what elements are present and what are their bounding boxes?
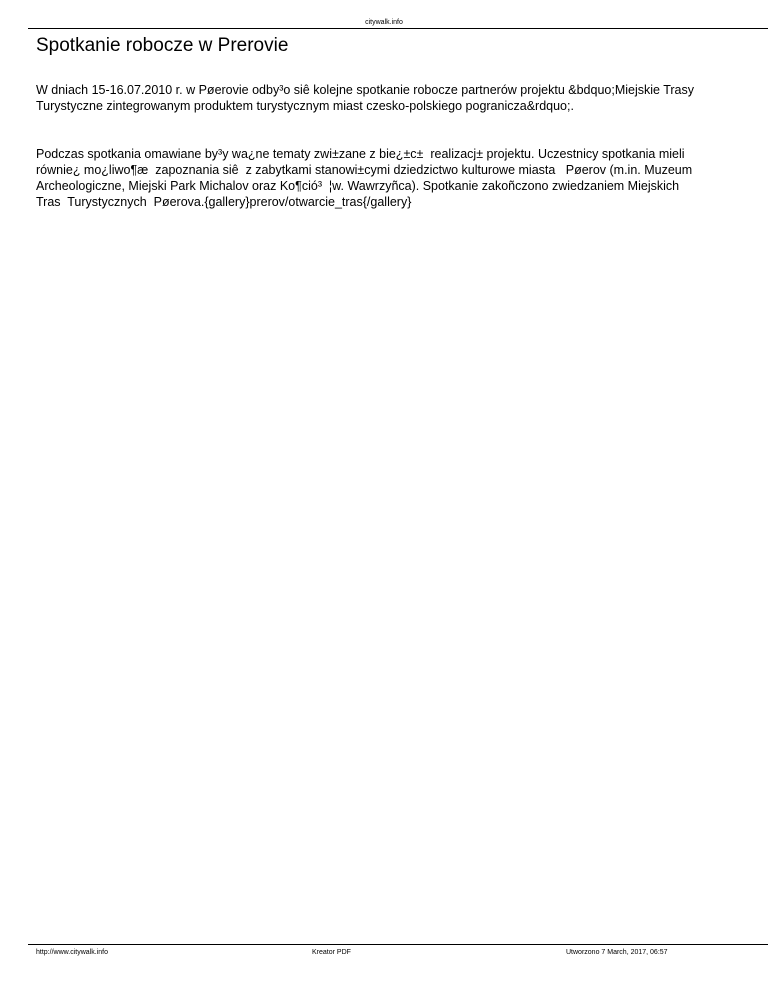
paragraph-line: Archeologiczne, Miejski Park Michalov oraz Ko¶ció³ ¦w. Wawrzyñca). Spotkanie zakoñczono zwiedzaniem Miejskich (36, 179, 680, 193)
article-paragraph-2 (36, 146, 736, 210)
footer-divider (28, 944, 768, 945)
article-paragraph-1 (36, 82, 736, 114)
paragraph-line: W dniach 15-16.07.2010 r. w Pøerovie odby³o siê kolejne spotkanie robocze partnerów projektu &bdquo;Miejskie Trasy (36, 83, 694, 97)
paragraph-line: Podczas spotkania omawiane by³y wa¿ne tematy zwi±zane z bie¿±c± realizacj± projektu. Uczestnicy spotkania mieli (36, 147, 685, 161)
footer-generator: Kreator PDF (312, 949, 351, 956)
paragraph-line: Turystyczne zintegrowanym produktem turystycznym miast czesko-polskiego pogranicza&rdquo;. (36, 99, 574, 113)
footer-created-date: Utworzono 7 March, 2017, 06:57 (566, 949, 668, 956)
paragraph-line: równie¿ mo¿liwo¶æ zapoznania siê z zabytkami stanowi±cymi dziedzictwo kulturowe miasta Pøerov (m.in. Muzeum (36, 163, 693, 177)
site-header: citywalk.info (365, 19, 403, 26)
footer-url: http://www.citywalk.info (36, 949, 108, 956)
paragraph-line: Tras Turystycznych Pøerova.{gallery}prerov/otwarcie_tras{/gallery} (36, 195, 412, 209)
page-title: Spotkanie robocze w Prerovie (36, 35, 289, 56)
header-divider (28, 28, 768, 29)
